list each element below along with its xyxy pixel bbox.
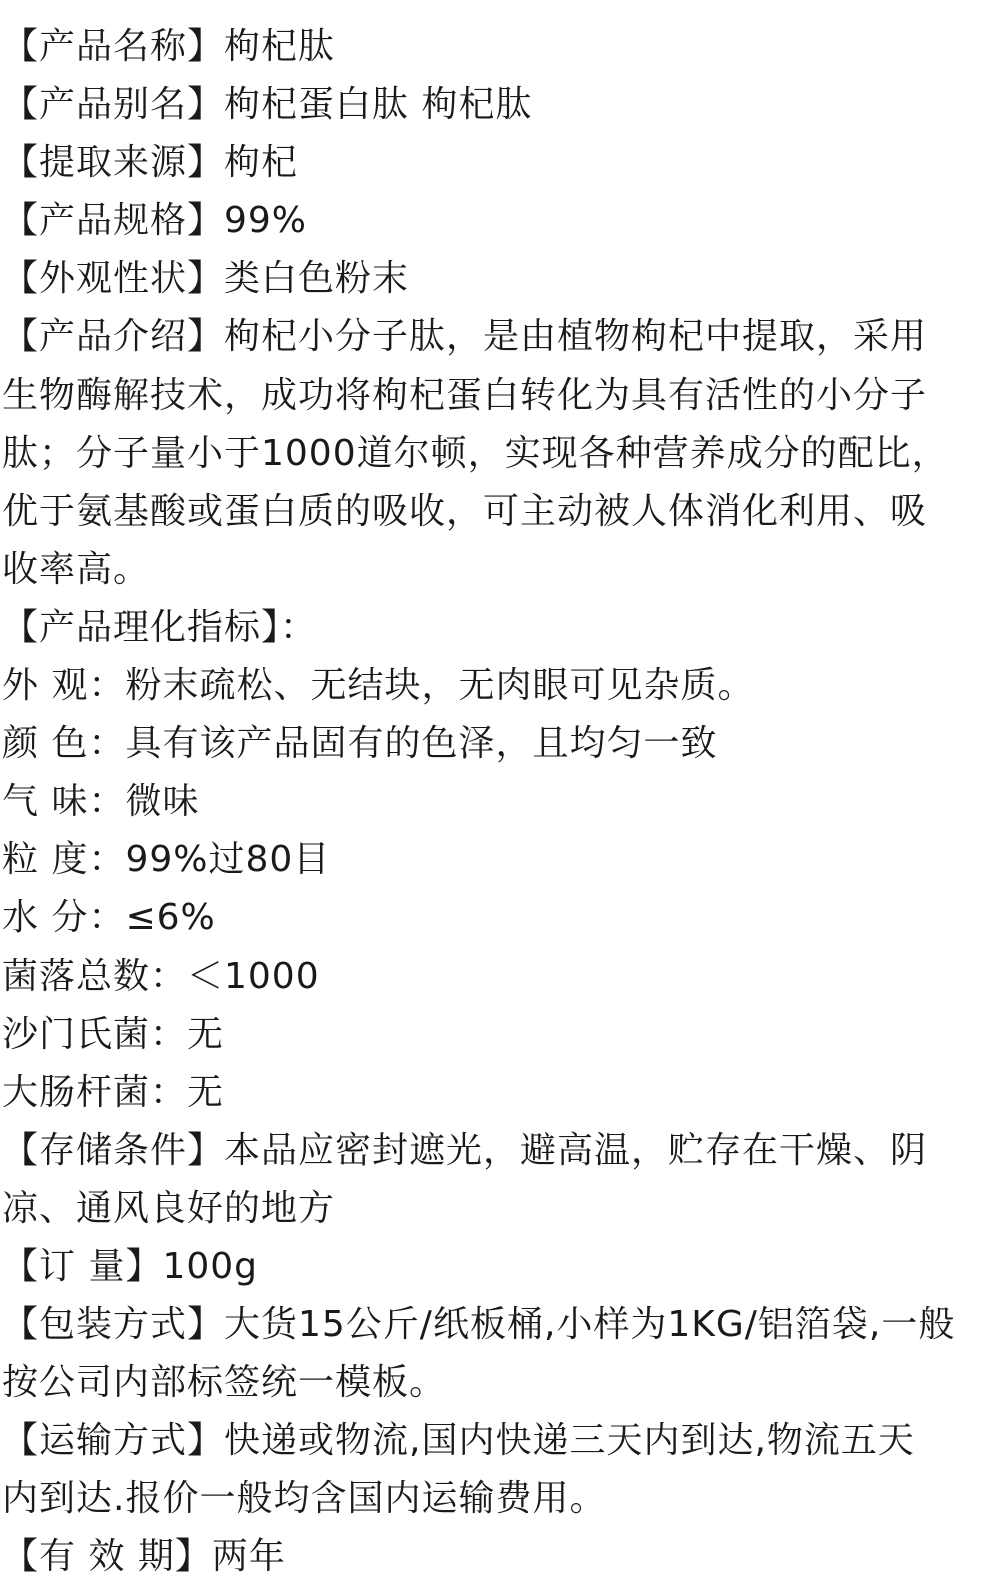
text-line: 【产品理化指标】：	[2, 606, 318, 648]
text-line: 【提取来源】枸杞	[2, 142, 299, 184]
text-line: 凉、通风良好的地方	[2, 1187, 336, 1229]
text-line: 内到达.报价一般均含国内运输费用。	[2, 1478, 607, 1520]
text-line: 【有 效 期】两年	[2, 1536, 286, 1578]
text-line: 【产品规格】99%	[2, 200, 308, 242]
document-body	[2, 18, 992, 1587]
text-line: 【产品名称】枸杞肽	[2, 26, 336, 67]
text-line: 【订 量】100g	[2, 1245, 259, 1287]
text-line: 沙门氏菌：无	[2, 1013, 225, 1055]
text-line: 【产品介绍】枸杞小分子肽，是由植物枸杞中提取，采用	[2, 316, 928, 358]
text-line: 【包装方式】大货15公斤/纸板桶,小样为1KG/铝箔袋,一般	[2, 1304, 956, 1346]
text-line: 生物酶解技术，成功将枸杞蛋白转化为具有活性的小分子	[2, 374, 928, 416]
text-line: 【存储条件】本品应密封遮光，避高温，贮存在干燥、阴	[2, 1129, 928, 1171]
text-line: 【外观性状】类白色粉末	[2, 258, 410, 300]
text-line: 菌落总数：＜1000	[2, 955, 320, 997]
text-line: 颜 色：具有该产品固有的色泽，且均匀一致	[2, 723, 718, 765]
text-line: 【运输方式】快递或物流,国内快递三天内到达,物流五天	[2, 1420, 915, 1462]
text-line: 外 观：粉末疏松、无结块，无肉眼可见杂质。	[2, 665, 755, 707]
text-line: 粒 度：99%过80目	[2, 839, 331, 881]
text-line: 肽；分子量小于1000道尔顿，实现各种营养成分的配比，	[2, 432, 949, 474]
text-line: 水 分：≤6%	[2, 897, 216, 939]
text-line: 按公司内部标签统一模板。	[2, 1362, 447, 1404]
text-line: 气 味：微味	[2, 781, 200, 823]
text-line: 大肠杆菌：无	[2, 1071, 225, 1113]
text-line: 收率高。	[2, 548, 151, 590]
text-line: 优于氨基酸或蛋白质的吸收，可主动被人体消化利用、吸	[2, 490, 928, 532]
text-line: 【产品别名】枸杞蛋白肽 枸杞肽	[2, 84, 533, 126]
